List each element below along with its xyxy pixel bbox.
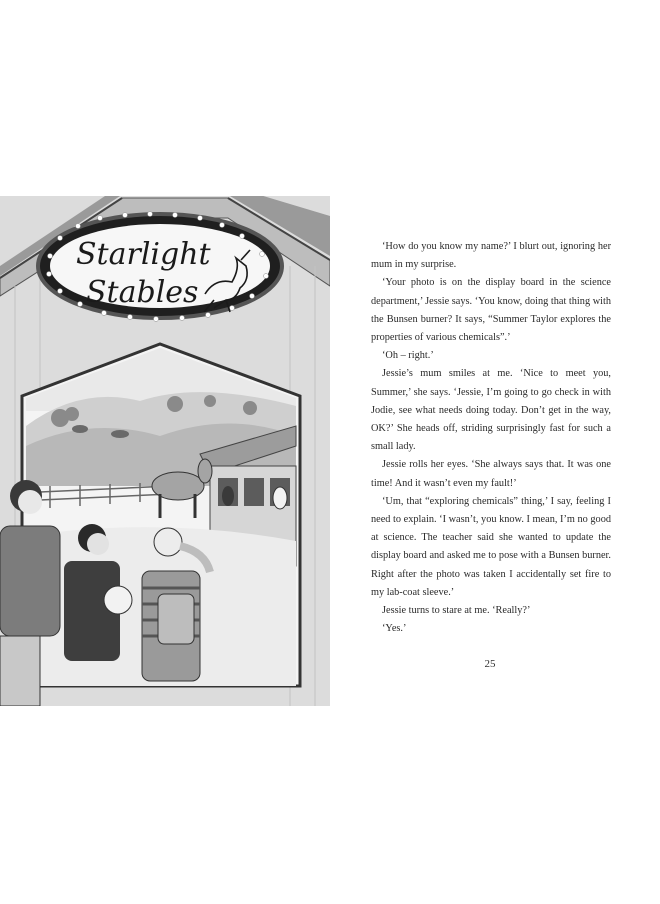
paragraph: ‘How do you know my name?’ I blurt out, ignoring her mum in my surprise. (371, 241, 611, 271)
paragraph: ‘Yes.’ (382, 623, 407, 635)
page-number: 25 (484, 658, 496, 670)
paragraph: Jessie’s mum smiles at me. ‘Nice to meet you, Summer,’ she says. ‘Jessie, I’m going to go check in with Jodie, see what needs doing today. Don’t get in the way, OK?’ She heads off, striding surprisingly fast for such a small lady. (371, 368, 611, 453)
sign-line-2: Stables (86, 275, 199, 310)
sign-line-1: Starlight (76, 237, 211, 272)
paragraph: Jessie turns to stare at me. ‘Really?’ (382, 605, 531, 617)
stable-illustration (0, 196, 330, 706)
paragraph: ‘Your photo is on the display board in the science department,’ Jessie says. ‘You know, doing that thing with the Bunsen burner? It says, “Summer Taylor explores the properties of various chemicals”.’ (371, 277, 611, 344)
paragraph: ‘Um, that “exploring chemicals” thing,’ I say, feeling I need to explain. ‘I wasn’t, you know. I mean, I’m no good at science. The teacher said she wanted to update the display board and asked me to pose with a Bunsen burner. Right after the photo was taken I accidentally set fire to my lab-coat sleeve.’ (371, 495, 611, 598)
paragraph: Jessie rolls her eyes. ‘She always says that. It was one time! And it wasn’t even my fault!’ (371, 459, 611, 489)
paragraph: ‘Oh – right.’ (382, 350, 434, 362)
page-text (371, 238, 611, 638)
